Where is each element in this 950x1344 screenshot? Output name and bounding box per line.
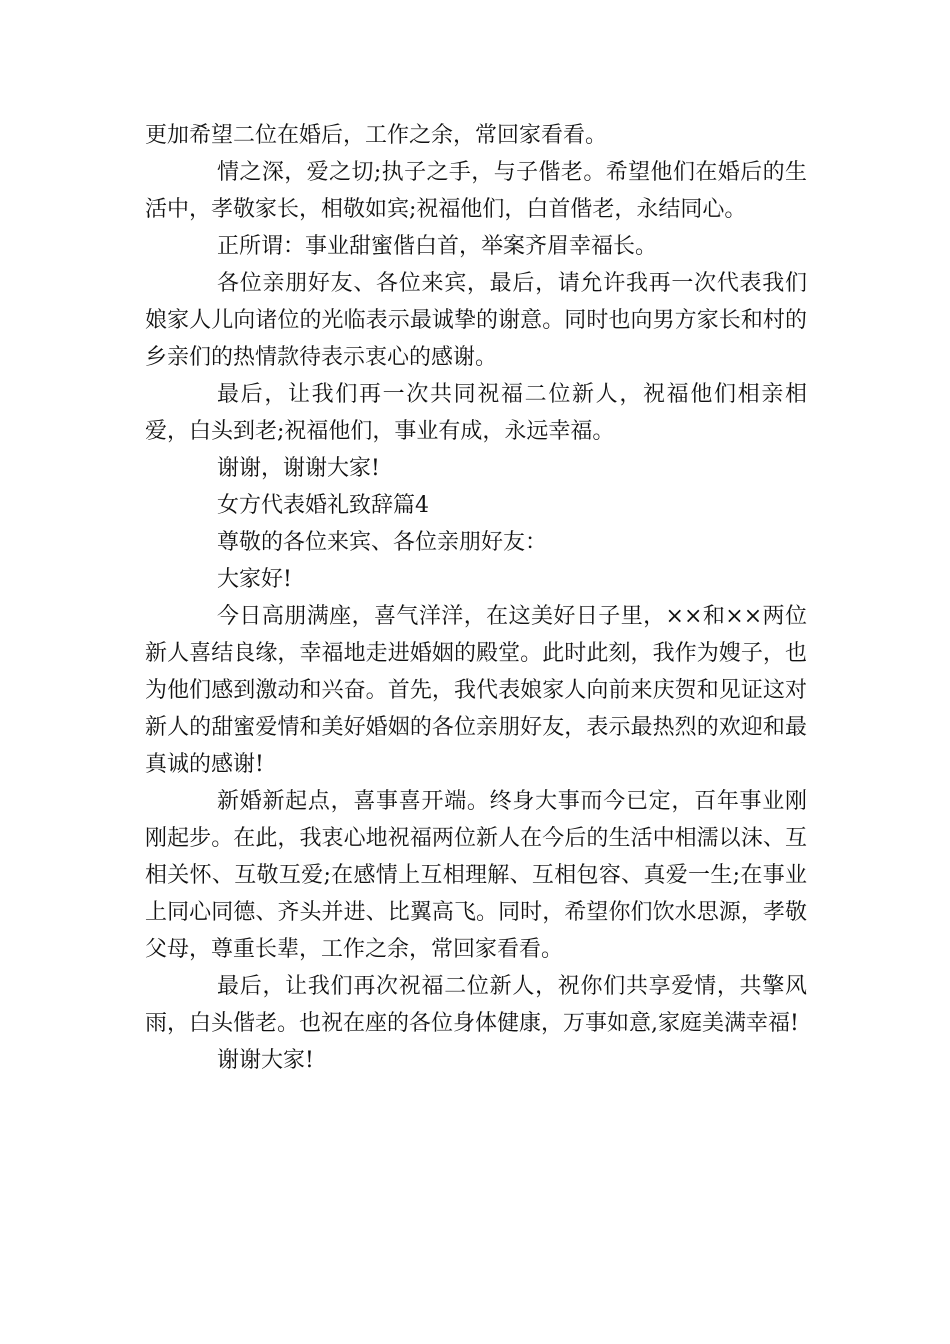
paragraph: 正所谓：事业甜蜜偕白首，举案齐眉幸福长。 (217, 234, 658, 259)
paragraph: 谢谢，谢谢大家! (217, 456, 380, 481)
document-body (145, 117, 807, 1079)
greeting: 大家好! (217, 567, 292, 592)
closing: 谢谢大家! (217, 1048, 314, 1073)
salutation: 尊敬的各位来宾、各位亲朋好友： (217, 530, 548, 555)
paragraph: 更加希望二位在婚后，工作之余，常回家看看。 (145, 123, 608, 148)
paragraph: 新婚新起点，喜事喜开端。终身大事而今已定，百年事业刚刚起步。在此，我衷心地祝福两位新人在今后的生活中相濡以沫、互相关怀、互敬互爱;在感情上互相理解、互相包容、真爱一生;在事业上同心同德、齐头并进、比翼高飞。同时，希望你们饮水思源，孝敬父母，尊重长辈，工作之余，常回家看看。 (145, 789, 807, 962)
section-heading: 女方代表婚礼致辞篇4 (217, 493, 429, 518)
paragraph: 今日高朋满座，喜气洋洋，在这美好日子里，××和××两位新人喜结良缘，幸福地走进婚姻的殿堂。此时此刻，我作为嫂子，也为他们感到激动和兴奋。首先，我代表娘家人向前来庆贺和见证这对新人的甜蜜爱情和美好婚姻的各位亲朋好友，表示最热烈的欢迎和最真诚的感谢! (145, 604, 807, 777)
paragraph: 最后，让我们再次祝福二位新人，祝你们共享爱情，共擎风雨，白头偕老。也祝在座的各位身体健康，万事如意,家庭美满幸福! (145, 974, 807, 1036)
paragraph: 各位亲朋好友、各位来宾，最后，请允许我再一次代表我们娘家人儿向诸位的光临表示最诚挚的谢意。同时也向男方家长和村的乡亲们的热情款待表示衷心的感谢。 (145, 271, 807, 370)
paragraph: 情之深，爱之切;执子之手，与子偕老。希望他们在婚后的生活中，孝敬家长，相敬如宾;祝福他们，白首偕老，永结同心。 (145, 160, 807, 222)
paragraph: 最后，让我们再一次共同祝福二位新人，祝福他们相亲相爱，白头到老;祝福他们，事业有成，永远幸福。 (145, 382, 807, 444)
